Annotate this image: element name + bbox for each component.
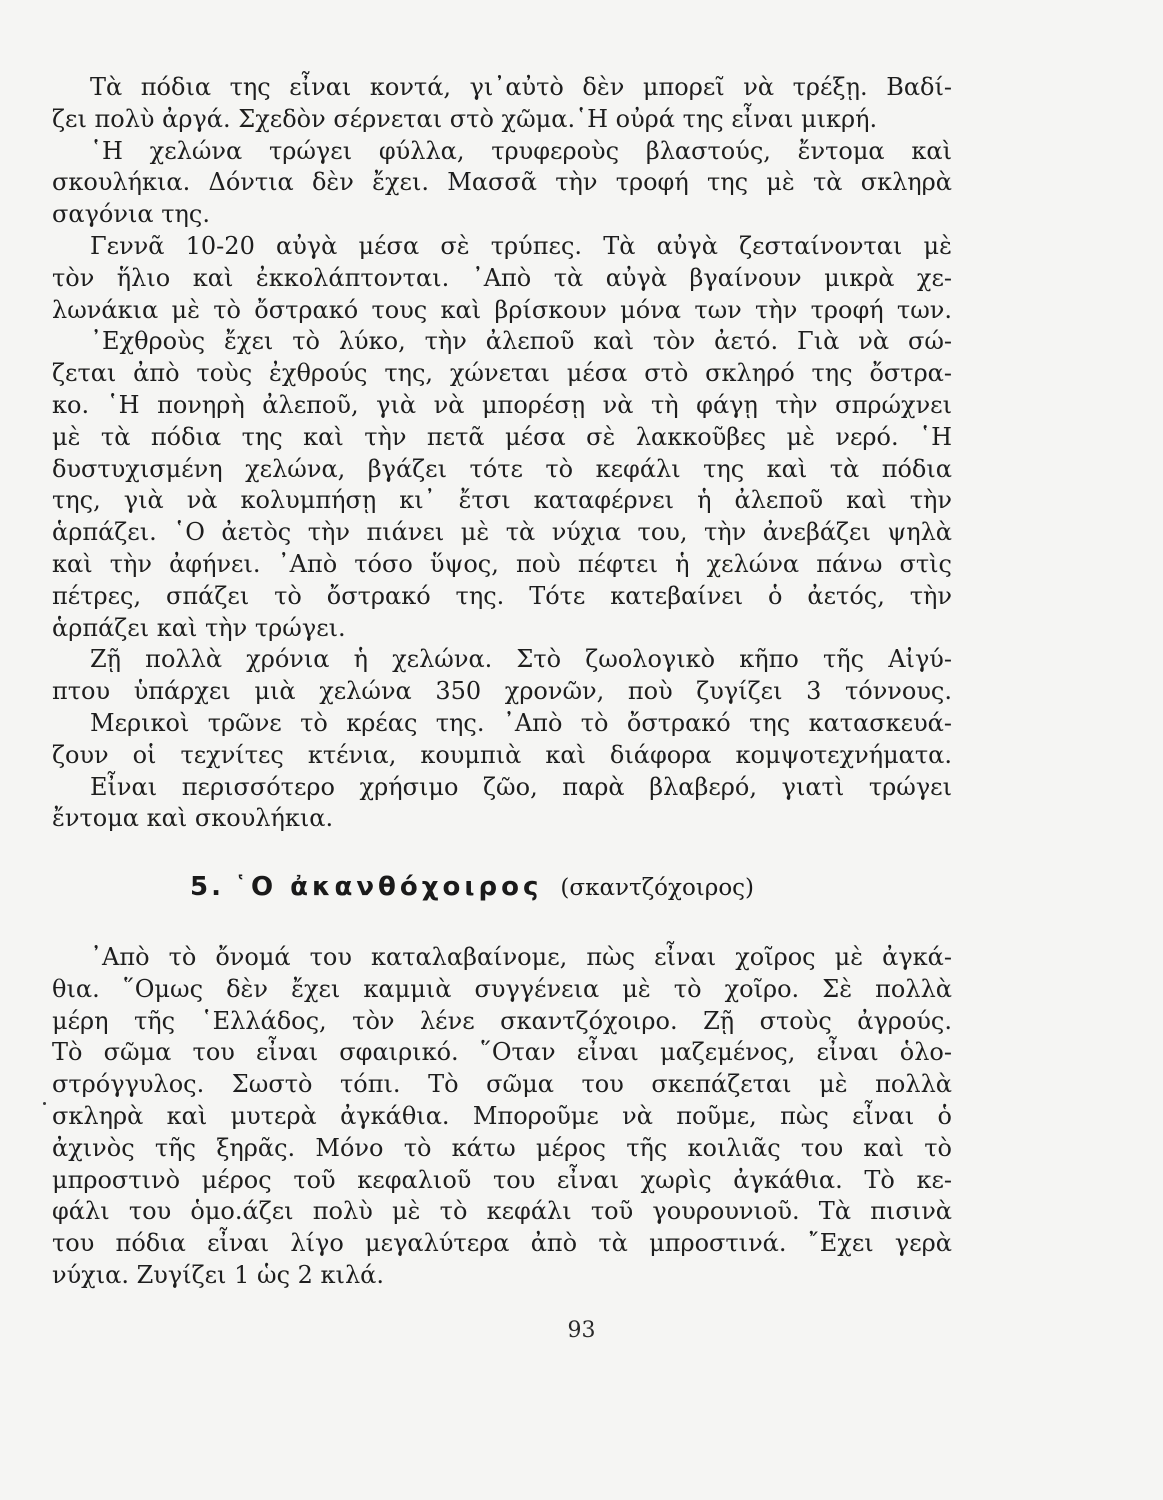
section-heading bbox=[190, 872, 950, 902]
section-number: 5. bbox=[190, 872, 224, 902]
text-line: ἔντομα καὶ σκουλήκια. bbox=[52, 804, 334, 833]
print-speck bbox=[43, 1102, 46, 1105]
text-line: μὲ τὰ πόδια της καὶ τὴν πετᾶ μέσα σὲ λακκοῦβες μὲ νερό. ῾Η bbox=[52, 422, 952, 451]
section-title: ῾Ο ἀκανθόχοιρος bbox=[233, 872, 543, 902]
text-line: της, γιὰ νὰ κολυμπήσῃ κι᾽ ἔτσι καταφέρνει ἡ ἀλεποῦ καὶ τὴν bbox=[52, 486, 952, 515]
text-line: πτου ὑπάρχει μιὰ χελώνα 350 χρονῶν, ποὺ ζυγίζει 3 τόννους. bbox=[52, 677, 952, 706]
text-line: Τὸ σῶμα του εἶναι σφαιρικό. ῞Οταν εἶναι μαζεμένος, εἶναι ὁλο- bbox=[52, 1038, 952, 1067]
text-line: δυστυχισμένη χελώνα, βγάζει τότε τὸ κεφάλι της καὶ τὰ πόδια bbox=[52, 454, 952, 483]
text-line: μέρη τῆς ῾Ελλάδος, τὸν λένε σκαντζόχοιρο. Ζῇ στοὺς ἀγρούς. bbox=[52, 1006, 952, 1035]
text-line: ζουν οἱ τεχνίτες κτένια, κουμπιὰ καὶ διάφορα κομψοτεχνήματα. bbox=[52, 740, 952, 769]
section-subtitle: (σκαντζόχοιρος) bbox=[560, 875, 755, 901]
text-line: ἁρπάζει καὶ τὴν τρώγει. bbox=[52, 613, 346, 642]
text-line: ζει πολὺ ἀργά. Σχεδὸν σέρνεται στὸ χῶμα.῾Η οὐρά της εἶναι μικρή. bbox=[52, 104, 878, 133]
text-line: σαγόνια της. bbox=[52, 200, 210, 229]
text-line: Μερικοὶ τρῶνε τὸ κρέας της. ᾽Απὸ τὸ ὄστρακό της κατασκευά- bbox=[90, 708, 952, 737]
text-line: πέτρες, σπάζει τὸ ὄστρακό της. Τότε κατεβαίνει ὁ ἀετός, τὴν bbox=[52, 581, 952, 610]
text-line: θια. ῞Ομως δὲν ἔχει καμμιὰ συγγένεια μὲ τὸ χοῖρο. Σὲ πολλὰ bbox=[52, 974, 952, 1003]
text-line: Ζῇ πολλὰ χρόνια ἡ χελώνα. Στὸ ζωολογικὸ κῆπο τῆς Αἰγύ- bbox=[90, 645, 952, 674]
text-line: τὸν ἥλιο καὶ ἐκκολάπτονται. ᾽Απὸ τὰ αὐγὰ βγαίνουν μικρὰ χε- bbox=[52, 263, 952, 292]
text-line: λωνάκια μὲ τὸ ὄστρακό τους καὶ βρίσκουν μόνα των τὴν τροφή των. bbox=[52, 295, 952, 324]
text-line: μπροστινὸ μέρος τοῦ κεφαλιοῦ του εἶναι χωρὶς ἀγκάθια. Τὸ κε- bbox=[52, 1165, 952, 1194]
text-line: ᾽Εχθροὺς ἔχει τὸ λύκο, τὴν ἀλεποῦ καὶ τὸν ἀετό. Γιὰ νὰ σώ- bbox=[90, 327, 952, 356]
text-line: σκουλήκια. Δόντια δὲν ἔχει. Μασσᾶ τὴν τροφή της μὲ τὰ σκληρὰ bbox=[52, 168, 952, 197]
text-line: κο. ῾Η πονηρὴ ἀλεποῦ, γιὰ νὰ μπορέσῃ νὰ τὴ φάγῃ τὴν σπρώχνει bbox=[52, 390, 952, 419]
text-line: Τὰ πόδια της εἶναι κοντά, γι᾽αὐτὸ δὲν μπορεῖ νὰ τρέξῃ. Βαδί- bbox=[90, 73, 952, 101]
text-line: νύχια. Ζυγίζει 1 ὡς 2 κιλά. bbox=[52, 1260, 384, 1289]
text-block-hedgehog bbox=[52, 942, 952, 1292]
text-line: ζεται ἀπὸ τοὺς ἐχθρούς της, χώνεται μέσα στὸ σκληρό της ὄστρα- bbox=[52, 359, 952, 388]
text-line: ἀχινὸς τῆς ξηρᾶς. Μόνο τὸ κάτω μέρος τῆς κοιλιᾶς του καὶ τὸ bbox=[52, 1133, 952, 1162]
text-line: ᾽Απὸ τὸ ὄνομά του καταλαβαίνομε, πὼς εἶναι χοῖρος μὲ ἀγκά- bbox=[90, 943, 952, 971]
text-line: Εἶναι περισσότερο χρήσιμο ζῶο, παρὰ βλαβερό, γιατὶ τρώγει bbox=[90, 772, 952, 801]
text-line: σκληρὰ καὶ μυτερὰ ἀγκάθια. Μποροῦμε νὰ ποῦμε, πὼς εἶναι ὁ bbox=[52, 1101, 952, 1130]
page-number: 93 bbox=[567, 1318, 596, 1343]
text-line: του πόδια εἶναι λίγο μεγαλύτερα ἀπὸ τὰ μπροστινά. ῎Εχει γερὰ bbox=[52, 1229, 952, 1258]
text-line: ἁρπάζει. ῾Ο ἀετὸς τὴν πιάνει μὲ τὰ νύχια του, τὴν ἀνεβάζει ψηλὰ bbox=[52, 518, 952, 547]
text-block-turtle bbox=[52, 72, 952, 835]
text-line: καὶ τὴν ἀφήνει. ᾽Απὸ τόσο ὕψος, ποὺ πέφτει ἡ χελώνα πάνω στὶς bbox=[52, 549, 952, 578]
text-line: Γεννᾶ 10-20 αὐγὰ μέσα σὲ τρύπες. Τὰ αὐγὰ ζεσταίνονται μὲ bbox=[90, 231, 952, 260]
text-line: ῾Η χελώνα τρώγει φύλλα, τρυφεροὺς βλαστούς, ἔντομα καὶ bbox=[90, 136, 952, 165]
text-line: φάλι του ὁμο.άζει πολὺ μὲ τὸ κεφάλι τοῦ γουρουνιοῦ. Τὰ πισινὰ bbox=[52, 1197, 952, 1226]
text-line: στρόγγυλος. Σωστὸ τόπι. Τὸ σῶμα του σκεπάζεται μὲ πολλὰ bbox=[52, 1070, 952, 1099]
